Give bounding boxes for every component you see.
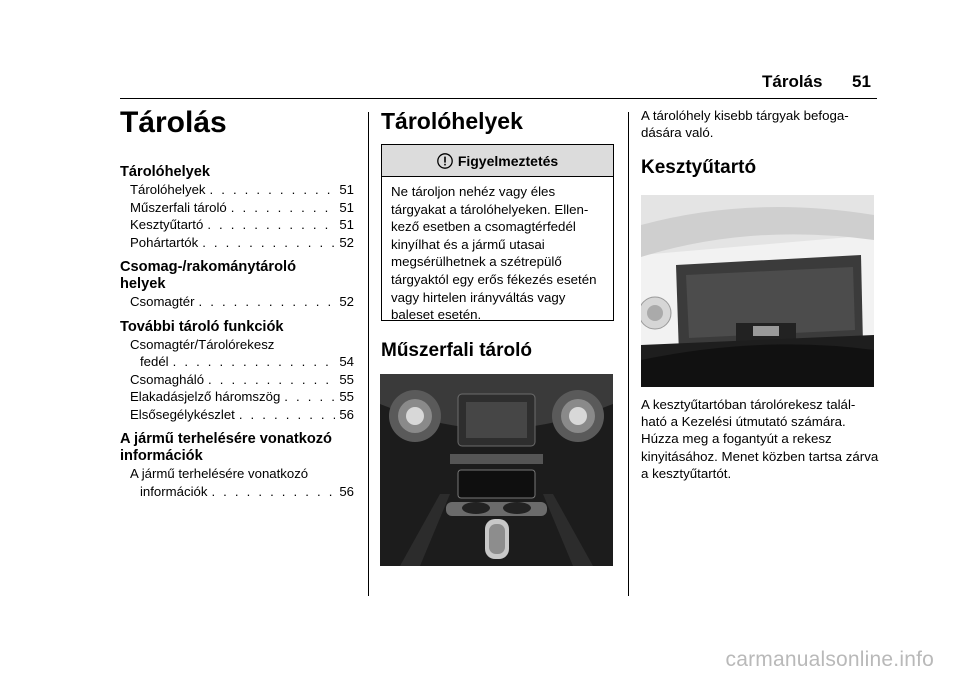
- warning-triangle-icon: [437, 153, 453, 169]
- toc-leader: [210, 181, 336, 199]
- toc-entry-text: Tárolóhelyek: [130, 182, 206, 197]
- toc-entry[interactable]: [120, 388, 354, 406]
- toc-leader: [173, 353, 336, 371]
- toc-entry[interactable]: [120, 406, 354, 424]
- toc-group: [120, 319, 354, 424]
- page-number: 51: [852, 72, 871, 91]
- dashboard-illustration: [380, 374, 613, 566]
- intro-paragraph: A tárolóhely kisebb tárgyak befoga-dására való.: [641, 108, 849, 141]
- toc-entry-text: Csomagtér: [130, 294, 195, 309]
- toc-entry-text: Csomagtér/Tárolórekesz: [130, 336, 275, 352]
- toc-entry[interactable]: [120, 216, 354, 234]
- toc-entry-page: 51: [339, 199, 354, 215]
- toc-heading[interactable]: Csomag-/rakománytároló helyek: [120, 259, 296, 292]
- toc-entry-text: Pohártartók: [130, 234, 199, 250]
- toc-entry-text: Csomagháló: [130, 371, 205, 387]
- toc-entry-page: 55: [339, 371, 354, 387]
- toc-group: [120, 259, 354, 311]
- toc-entry-page: 55: [339, 389, 354, 404]
- warning-heading: Figyelmeztetés: [457, 152, 559, 169]
- toc-entry-text: információk: [140, 483, 208, 499]
- subsection-title-glovebox: Kesztyűtartó: [641, 157, 757, 178]
- toc-entry-text: Műszerfali tároló: [130, 199, 227, 215]
- warning-text: Ne tároljon nehéz vagy éles tárgyakat a tárolóhelyeken. Ellen-kező esetben a csomagtérfedél kinyílhat és a jármű utasai megsérülhetnek a szétrepülő tárgyaktól egy erős fékezés esetén vagy hirtelen irányváltás vagy baleset esetén.: [391, 184, 597, 323]
- toc-entry-text: fedél: [140, 354, 169, 369]
- toc-entry[interactable]: [120, 465, 354, 483]
- toc-entry-page: 54: [339, 354, 354, 369]
- toc-leader: [231, 199, 336, 217]
- toc-group: [120, 164, 354, 251]
- toc-leader: [211, 483, 335, 501]
- toc-leader: [199, 293, 336, 311]
- toc-entry-page: 56: [339, 406, 354, 422]
- header-rule: [120, 98, 877, 99]
- toc-entry-page: 52: [339, 294, 354, 309]
- toc-entry-text: A jármű terhelésére vonatkozó: [130, 466, 309, 481]
- glovebox-paragraph: A kesztyűtartóban tárolórekesz talál-ható a Kezelési útmutató számára. Húzza meg a fogantyút a rekesz kinyitásához. Menet közben tartsa zárva a kesztyűtartót.: [641, 397, 879, 481]
- toc-entry-page: 52: [339, 234, 354, 250]
- glovebox-illustration: [641, 195, 874, 387]
- toc-heading[interactable]: A jármű terhelésére vonatkozó információk: [120, 431, 332, 464]
- toc-leader: [207, 216, 335, 234]
- column-divider-2: [628, 112, 629, 596]
- toc-leader: [208, 371, 335, 389]
- toc-entry[interactable]: [120, 181, 354, 199]
- glovebox-image: [641, 195, 874, 387]
- watermark-text: carmanualsonline.info: [725, 648, 934, 671]
- subsection-title-dashboard: Műszerfali tároló: [381, 340, 532, 361]
- toc-entry[interactable]: [120, 234, 354, 252]
- toc-entry-page: 51: [339, 217, 354, 232]
- toc-entry-text: Kesztyűtartó: [130, 217, 204, 232]
- chapter-title: Tárolás: [120, 106, 227, 139]
- toc-entry-page: 51: [339, 182, 354, 197]
- toc-entry-page: 56: [339, 483, 354, 499]
- toc-leader: [284, 388, 335, 406]
- section-title: Tárolóhelyek: [381, 108, 523, 134]
- toc-entry[interactable]: [120, 199, 354, 217]
- toc-entry[interactable]: [120, 353, 354, 371]
- toc-heading[interactable]: Tárolóhelyek: [120, 164, 211, 180]
- table-of-contents: [120, 164, 354, 508]
- warning-header: [382, 145, 613, 177]
- toc-entry[interactable]: [120, 483, 354, 501]
- toc-entry-text: Elakadásjelző háromszög: [130, 389, 281, 404]
- column-divider-1: [368, 112, 369, 596]
- page-header-section: Tárolás: [762, 72, 823, 91]
- toc-entry-text: Elsősegélykészlet: [130, 406, 235, 422]
- toc-leader: [202, 234, 335, 252]
- toc-entry[interactable]: [120, 336, 354, 354]
- toc-leader: [239, 406, 336, 424]
- warning-box: [381, 144, 614, 321]
- toc-heading[interactable]: További tároló funkciók: [120, 318, 284, 335]
- toc-entry[interactable]: [120, 371, 354, 389]
- toc-entry[interactable]: [120, 293, 354, 311]
- toc-group: [120, 431, 354, 500]
- dashboard-storage-image: [380, 374, 613, 566]
